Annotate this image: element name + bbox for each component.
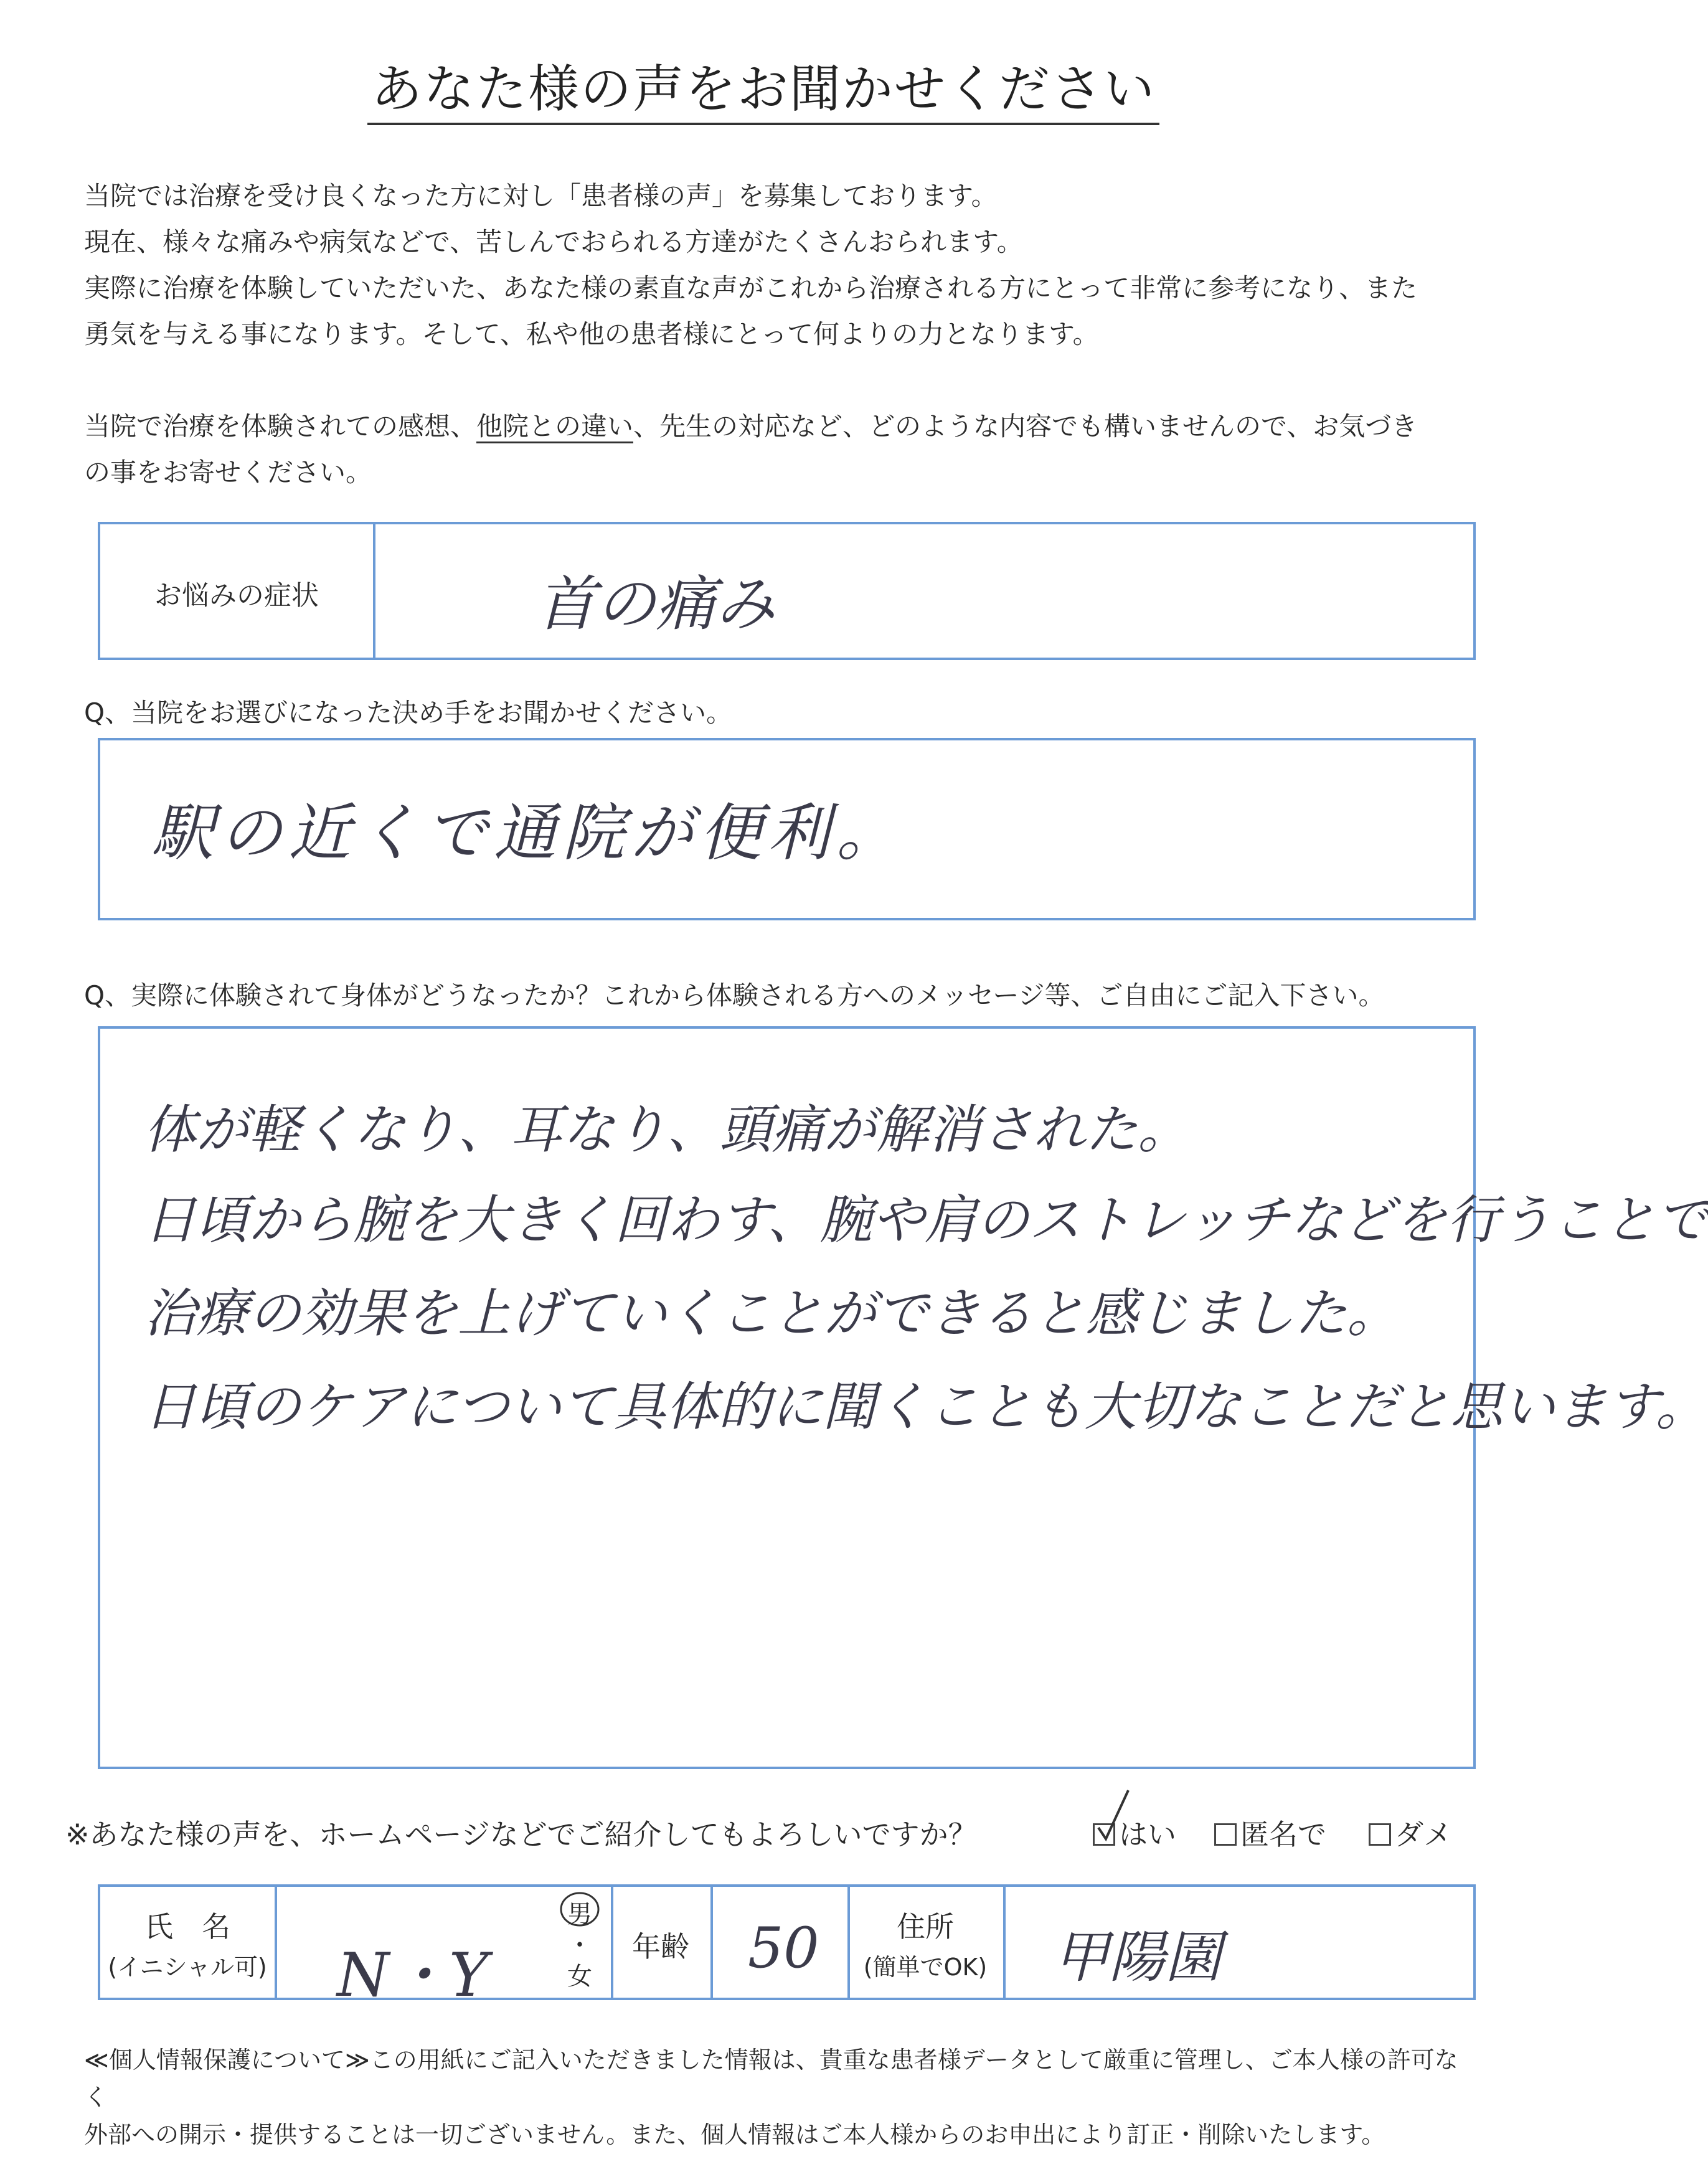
answer-2-line[interactable]: 体が軽くなり、耳なり、頭痛が解消された。 (144, 1099, 1191, 1160)
info-divider (710, 1887, 713, 1998)
question-1: Q、当院をお選びになった決め手をお聞かせください。 (84, 697, 733, 728)
age-label: 年齢 (632, 1930, 689, 1963)
intro-line: 現在、様々な痛みや病気などで、苦しんでおられる方達がたくさんおられます。 (84, 227, 1023, 257)
answer-2-line[interactable]: 日頃のケアについて具体的に聞くことも大切なことだと思います。 (144, 1376, 1708, 1437)
consent-option-label: はい (1119, 1818, 1176, 1851)
consent-option-label: 匿名で (1240, 1818, 1326, 1851)
page-title-text: あなた様の声をお聞かせください (367, 60, 1159, 125)
symptom-answer[interactable]: 首の痛み (536, 569, 775, 639)
intro-line: 勇気を与える事になります。そして、私や他の患者様にとって何よりの力となります。 (84, 319, 1099, 349)
checkbox-icon[interactable] (1214, 1823, 1237, 1846)
answer-1-text[interactable]: 駅の近くで通院が便利。 (151, 796, 905, 869)
gender-male[interactable] (555, 1894, 605, 1930)
request-line (84, 404, 1473, 450)
selected-circle-icon (558, 1889, 602, 1929)
checkbox-icon[interactable] (1369, 1823, 1391, 1846)
age-value[interactable]: 50 (748, 1915, 819, 1981)
intro-line: 実際に治療を体験していただいた、あなた様の素直な声がこれから治療される方にとって非常に参考になり、また (84, 273, 1418, 303)
request-text: 当院で治療を体験されての感想、 (84, 411, 477, 442)
consent-option-anonymous[interactable] (1214, 1812, 1326, 1853)
address-value[interactable]: 甲陽園 (1053, 1925, 1221, 1990)
name-sub-label: (イニシャル可) (108, 1953, 267, 1981)
intro-paragraph (84, 173, 1473, 357)
address-sub-label: (簡単でOK) (863, 1953, 988, 1981)
info-divider (275, 1887, 277, 1998)
name-value[interactable]: N・Y (337, 1940, 489, 2010)
consent-option-yes[interactable] (1093, 1812, 1176, 1853)
page-title (0, 49, 1527, 121)
symptom-label: お悩みの症状 (154, 580, 319, 612)
request-paragraph (84, 404, 1473, 496)
privacy-footer (84, 2041, 1473, 2153)
footer-line: ≪個人情報保護について≫この用紙にご記入いただきました情報は、貴重な患者様データとして厳重に管理し、ご本人様の許可なく (84, 2046, 1458, 2111)
question-2: Q、実際に体験されて身体がどうなったか？これから体験される方へのメッセージ等、ご自由にご記入下さい。 (84, 980, 1385, 1011)
answer-2-line[interactable]: 治療の効果を上げていくことができると感じました。 (144, 1283, 1400, 1344)
request-underlined-text: 他院との違い (476, 411, 633, 443)
gender-separator: ・ (567, 1931, 592, 1960)
consent-option-no[interactable] (1369, 1812, 1452, 1853)
checkbox-checked-icon[interactable] (1093, 1823, 1115, 1846)
info-divider (1003, 1887, 1006, 1998)
footer-line: 外部への開示・提供することは一切ございません。また、個人情報はご本人様からのお申出により訂正・削除いたします。 (84, 2121, 1385, 2148)
consent-question: ※あなた様の声を、ホームページなどでご紹介してもよろしいですか？ (65, 1818, 977, 1851)
answer-2-line[interactable]: 日頃から腕を大きく回わす、腕や肩のストレッチなどを行うことで (144, 1189, 1708, 1250)
symptom-box (98, 522, 1476, 660)
address-label: 住所 (897, 1910, 954, 1943)
symptom-divider (373, 524, 375, 658)
answer-1-box (98, 738, 1476, 920)
gender-male-label: 男 (567, 1900, 592, 1929)
answer-2-box (98, 1026, 1708, 1769)
request-line: の事をお寄せください。 (84, 457, 372, 488)
consent-option-label: ダメ (1395, 1818, 1452, 1851)
gender-female[interactable]: 女 (567, 1962, 592, 1991)
name-label: 氏 名 (144, 1910, 230, 1943)
request-text: 、先生の対応など、どのような内容でも構いませんので、お気づき (633, 411, 1418, 442)
info-table (98, 1884, 1476, 2010)
intro-line: 当院では治療を受け良くなった方に対し「患者様の声」を募集しております。 (84, 181, 998, 211)
